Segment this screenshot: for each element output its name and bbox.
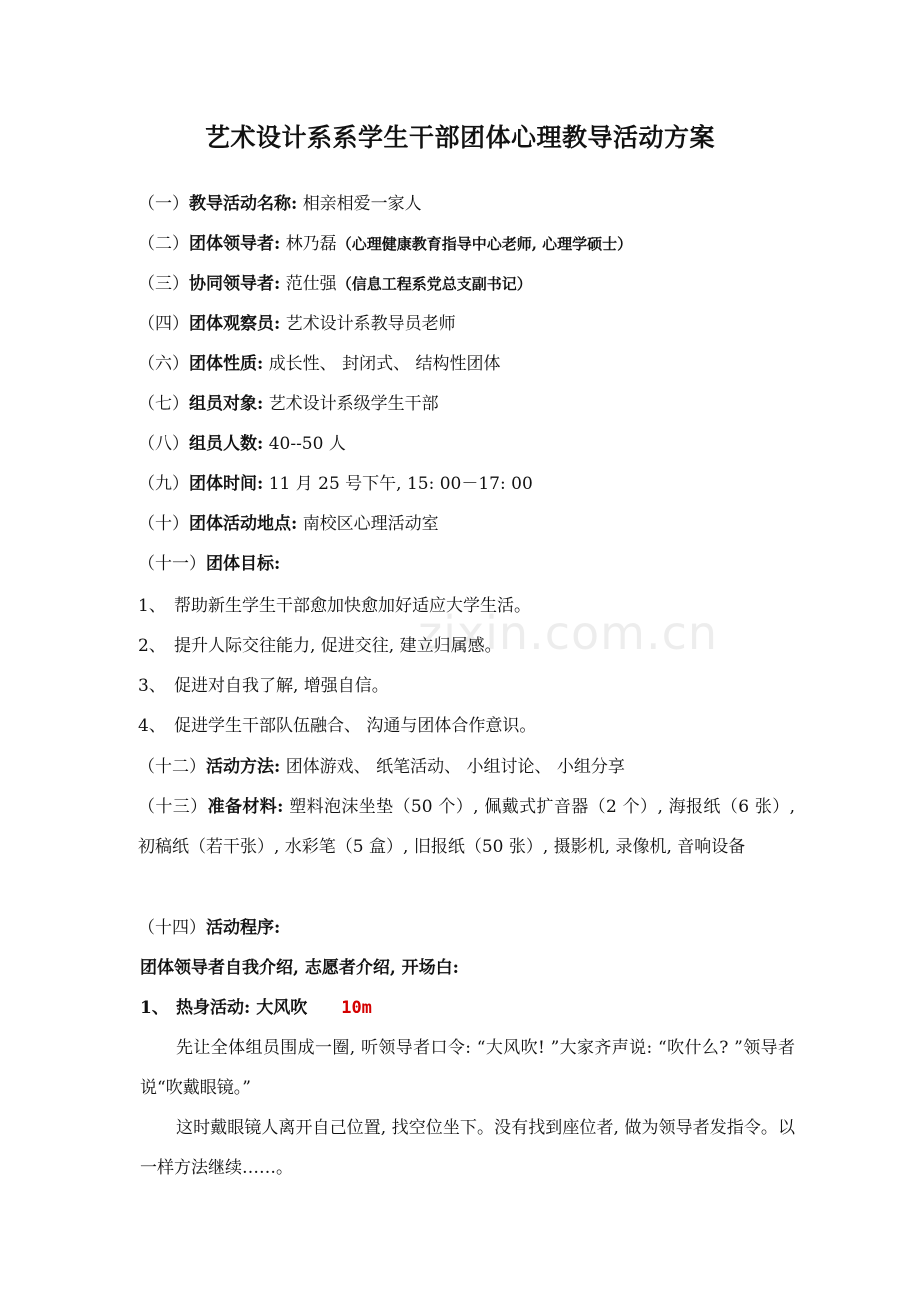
item-value: 成长性、 封闭式、 结构性团体: [268, 354, 501, 374]
item-value: 艺术设计系级学生干部: [268, 394, 439, 414]
item-label: 团体领导者:: [189, 234, 281, 254]
item-activity-name: [138, 194, 422, 214]
item-value: 40--50 人: [268, 434, 346, 454]
item-methods: [138, 757, 625, 777]
goal-text: 帮助新生学生干部愈加快愈加好适应大学生活。: [174, 596, 531, 616]
paragraph: 先让全体组员围成一圈, 听领导者口令: “大风吹! ”大家齐声说: “吹什么? ”领导者说“吹戴眼镜。”: [140, 1038, 795, 1098]
item-value: 相亲相爱一家人: [302, 194, 422, 214]
goal-number: 1、: [138, 596, 166, 616]
goal-item: [138, 676, 389, 696]
item-number: （九）: [138, 474, 189, 494]
item-label: 准备材料:: [207, 797, 284, 817]
goal-number: 2、: [138, 636, 166, 656]
goal-item: [138, 716, 536, 736]
item-value: 塑料泡沫坐垫（50 个）, 佩戴式扩音器（2 个）, 海报纸（6 张）, 初稿纸（若干张）, 水彩笔（5 盒）, 旧报纸（50 张）, 摄影机, 录像机, 音响设备: [138, 797, 796, 857]
item-members: [138, 394, 439, 414]
item-co-leader: [138, 274, 532, 294]
item-value: 11 月 25 号下午, 15: 00－17: 00: [268, 474, 533, 494]
item-note: （信息工程系党总支副书记）: [336, 275, 532, 293]
item-number: （十二）: [138, 757, 206, 777]
item-group-leader: [138, 234, 632, 254]
item-number: （十一）: [138, 554, 206, 574]
item-number: （七）: [138, 394, 189, 414]
item-number: （十三）: [138, 797, 208, 817]
item-note: （心理健康教育指导中心老师, 心理学硕士）: [336, 235, 633, 253]
goal-number: 3、: [138, 676, 166, 696]
item-label: 团体观察员:: [189, 314, 281, 334]
item-number: （一）: [138, 194, 189, 214]
item-value: 范仕强: [285, 274, 337, 294]
item-number: （十）: [138, 514, 189, 534]
item-label: 组员人数:: [189, 434, 264, 454]
item-member-count: [138, 434, 346, 454]
item-label: 协同领导者:: [189, 274, 281, 294]
item-label: 团体目标:: [206, 554, 281, 574]
item-label: 活动程序:: [206, 918, 281, 938]
item-group-goals: [138, 554, 280, 574]
item-label: 团体活动地点:: [189, 514, 298, 534]
goal-text: 提升人际交往能力, 促进交往, 建立归属感。: [174, 636, 502, 656]
watermark: zixin.com.cn: [418, 606, 719, 660]
goal-text: 促进学生干部队伍融合、 沟通与团体合作意识。: [174, 716, 537, 736]
item-procedure: [138, 918, 280, 938]
goal-text: 促进对自我了解, 增强自信。: [174, 676, 389, 696]
item-group-nature: [138, 354, 501, 374]
item-number: （三）: [138, 274, 189, 294]
item-number: （八）: [138, 434, 189, 454]
item-value: 艺术设计系教导员老师: [285, 314, 456, 334]
goal-number: 4、: [138, 716, 166, 736]
activity-label: 热身活动: 大风吹: [176, 998, 308, 1018]
item-value: 团体游戏、 纸笔活动、 小组讨论、 小组分享: [285, 757, 625, 777]
paragraph: 这时戴眼镜人离开自己位置, 找空位坐下。没有找到座位者, 做为领导者发指令。以一样方法继续……。: [140, 1118, 795, 1178]
item-label: 组员对象:: [189, 394, 264, 414]
activity-heading: [140, 998, 372, 1018]
item-number: （四）: [138, 314, 189, 334]
item-observer: [138, 314, 456, 334]
item-number: （十四）: [138, 918, 206, 938]
item-value: 林乃磊: [285, 234, 337, 254]
item-label: 活动方法:: [206, 757, 281, 777]
activity-duration: 10m: [341, 998, 372, 1018]
item-number: （六）: [138, 354, 189, 374]
item-label: 团体性质:: [189, 354, 264, 374]
item-label: 教导活动名称:: [189, 194, 298, 214]
activity-number: 1、: [140, 998, 169, 1018]
item-value: 南校区心理活动室: [302, 514, 439, 534]
document-title: 艺术设计系系学生干部团体心理教导活动方案: [204, 123, 715, 152]
item-label: 团体时间:: [189, 474, 264, 494]
item-group-time: [138, 474, 533, 494]
intro-heading: 团体领导者自我介绍, 志愿者介绍, 开场白:: [140, 958, 459, 978]
item-materials: [138, 787, 795, 867]
item-number: （二）: [138, 234, 189, 254]
item-location: [138, 514, 439, 534]
